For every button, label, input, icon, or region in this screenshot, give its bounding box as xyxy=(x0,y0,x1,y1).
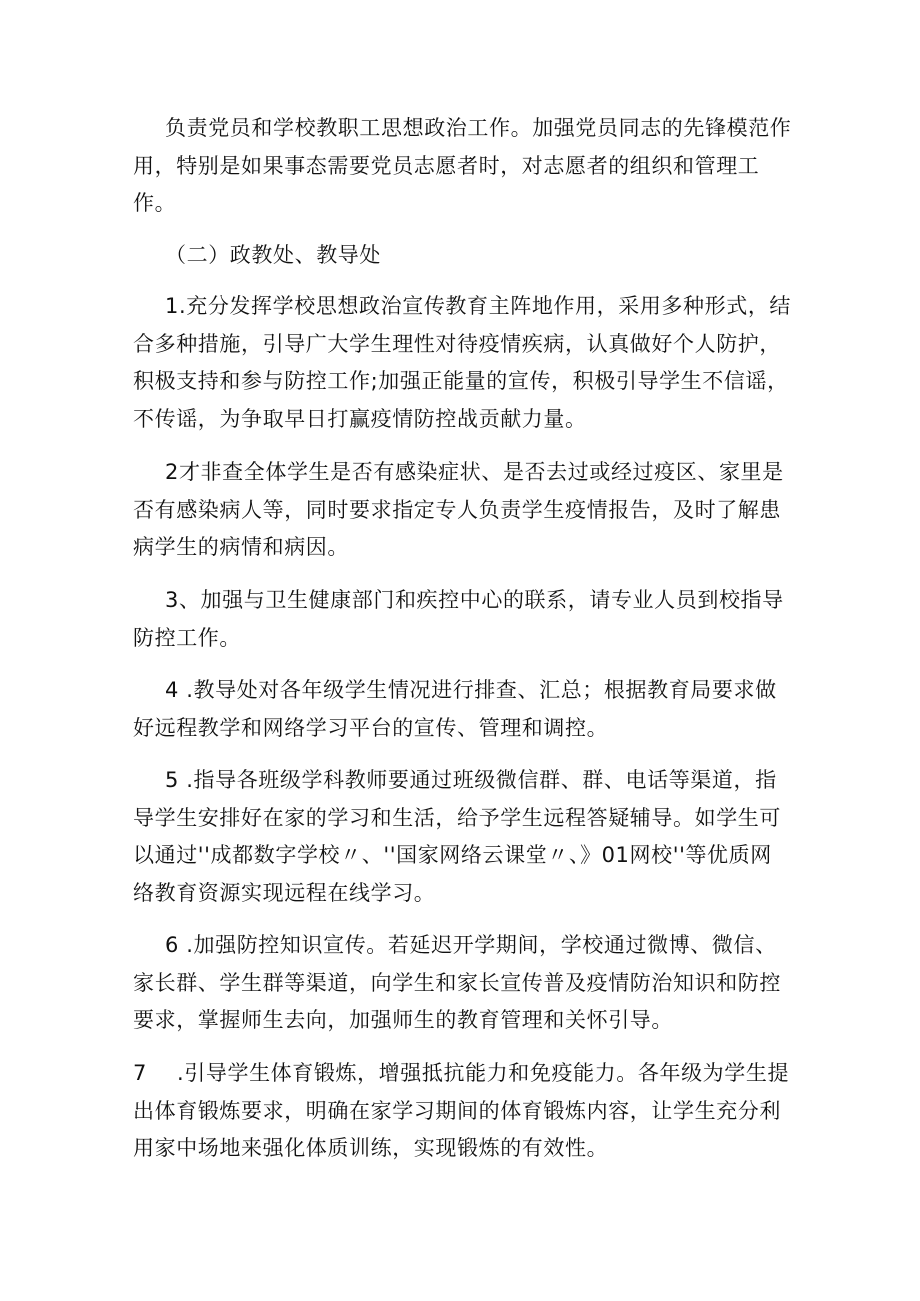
list-item-2: 2才非查全体学生是否有感染症状、是否去过或经过疫区、家里是否有感染病人等，同时要求指定专人负责学生疫情报告，及时了解患病学生的病情和病因。 xyxy=(133,460,784,559)
section-heading-political-teaching-office: （二）政教处、教导处 xyxy=(165,243,381,267)
list-item-4: 4 .教导处对各年级学生情况进行排查、汇总；根据教育局要求做好远程教学和网络学习平台的宣传、管理和调控。 xyxy=(133,678,777,740)
paragraph-party-work: 负责党员和学校教职工思想政治工作。加强党员同志的先锋模范作用，特别是如果事态需要党员志愿者时，对志愿者的组织和管理工作。 xyxy=(133,116,792,215)
list-item-1: 1.充分发挥学校思想政治宣传教育主阵地作用，采用多种形式，结合多种措施，引导广大学生理性对待疫情疾病，认真做好个人防护，积极支持和参与防控工作;加强正能量的宣传，积极引导学生不信谣，不传谣，为争取早日打赢疫情防控战贡献力量。 xyxy=(133,294,792,431)
list-item-3: 3、加强与卫生健康部门和疾控中心的联系，请专业人员到校指导防控工作。 xyxy=(133,588,784,650)
list-item-5: 5 .指导各班级学科教师要通过班级微信群、群、电话等渠道，指导学生安排好在家的学习和生活，给予学生远程答疑辅导。如学生可以通过''成都数字学校〃、''国家网络云课堂〃、》01网校''等优质网络教育资源实现远程在线学习。 xyxy=(133,768,781,905)
list-item-6: 6 .加强防控知识宣传。若延迟开学期间，学校通过微博、微信、家长群、学生群等渠道，向学生和家长宣传普及疫情防治知识和防控要求，掌握师生去向，加强师生的教育管理和关怀引导。 xyxy=(133,933,781,1032)
list-item-7-text: .引导学生体育锻炼，增强抵抗能力和免疫能力。各年级为学生提出体育锻炼要求，明确在家学习期间的体育锻炼内容，让学生充分利用家中场地来强化体质训练，实现锻炼的有效性。 xyxy=(133,1061,790,1160)
list-item-7 xyxy=(133,1055,793,1168)
list-item-7-number: 7 xyxy=(133,1061,147,1085)
